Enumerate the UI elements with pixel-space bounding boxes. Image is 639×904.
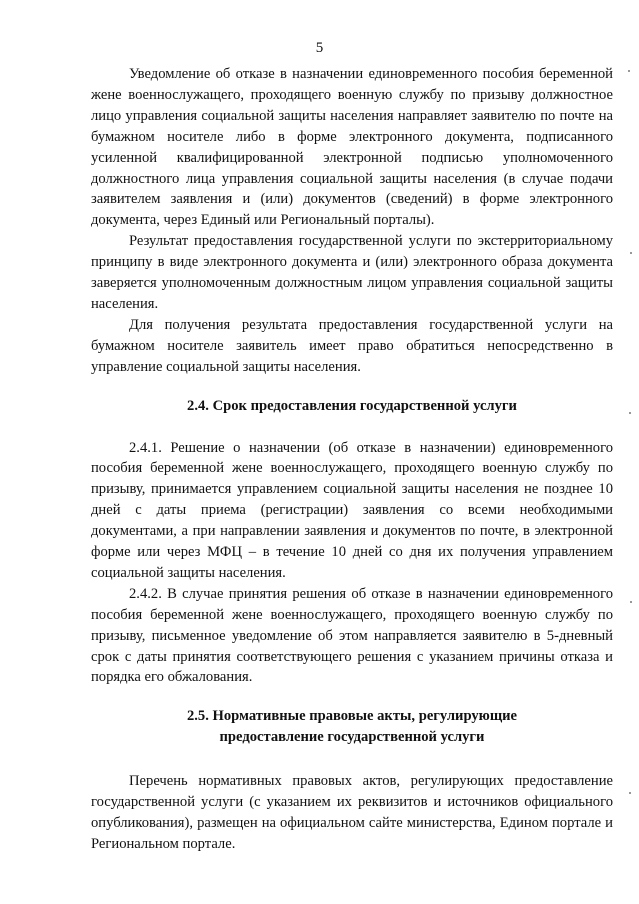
- section-heading-2-5-line2: предоставление государственной услуги: [219, 729, 485, 746]
- paragraph-paper-result: Для получения результата предоставления государственной услуги на бумажном носителе заявитель имеет право обратиться непосредственно в управление социальной защиты населения.: [91, 316, 613, 375]
- paragraph-2-4-2: 2.4.2. В случае принятия решения об отказе в назначении единовременного пособия беременной жене военнослужащего, проходящего военную службу по призыву, письменное уведомление об этом направляется заявителю в 5-дневный срок с даты принятия соответствующего решения с указанием причины отказа и порядка его обжалования.: [91, 585, 613, 686]
- page-number: 5: [315, 40, 324, 56]
- scan-speck: [630, 601, 632, 603]
- document-body: [91, 64, 613, 855]
- paragraph-extraterritorial-result: Результат предоставления государственной услуги по экстерриториальному принципу в виде электронного документа и (или) электронного образа документа заверяется уполномоченным должностным лицом управления социальной защиты населения.: [91, 233, 613, 312]
- paragraph-2-4-1: 2.4.1. Решение о назначении (об отказе в назначении) единовременного пособия беременной жене военнослужащего, проходящего военную службу по призыву, принимается управлением социальной защиты населения не позднее 10 дней с даты приема (регистрации) заявления со всеми необходимыми документами, а при направлении заявления и документов по почте, в электронной форме или через МФЦ – в течение 10 дней со дня их получения управлением социальной защиты населения.: [91, 439, 613, 581]
- paragraph-refusal-notice: Уведомление об отказе в назначении единовременного пособия беременной жене военнослужащего, проходящего военную службу по призыву должностное лицо управления социальной защиты населения направляет заявителю по почте на бумажном носителе либо в форме электронного документа, подписанного усиленной квалифицированной электронной подписью уполномоченного должностного лица управления социальной защиты населения (в случае подачи заявителем заявления и (или) документов (сведений) в форме электронного документа, через Единый или Региональный порталы).: [91, 66, 613, 229]
- section-heading-2-4: 2.4. Срок предоставления государственной услуги: [187, 397, 517, 414]
- section-heading-2-5: [91, 706, 613, 748]
- scan-speck: [629, 792, 631, 794]
- section-heading-2-5-line1: 2.5. Нормативные правовые акты, регулирующие: [186, 708, 518, 725]
- scan-speck: [630, 252, 632, 254]
- paragraph-2-5-legal-acts: Перечень нормативных правовых актов, регулирующих предоставление государственной услуги (с указанием их реквизитов и источников официального опубликования), размещен на официальном сайте министерства, Едином портале и Региональном портале.: [91, 773, 613, 852]
- scan-speck: [628, 70, 630, 72]
- scan-speck: [629, 412, 631, 414]
